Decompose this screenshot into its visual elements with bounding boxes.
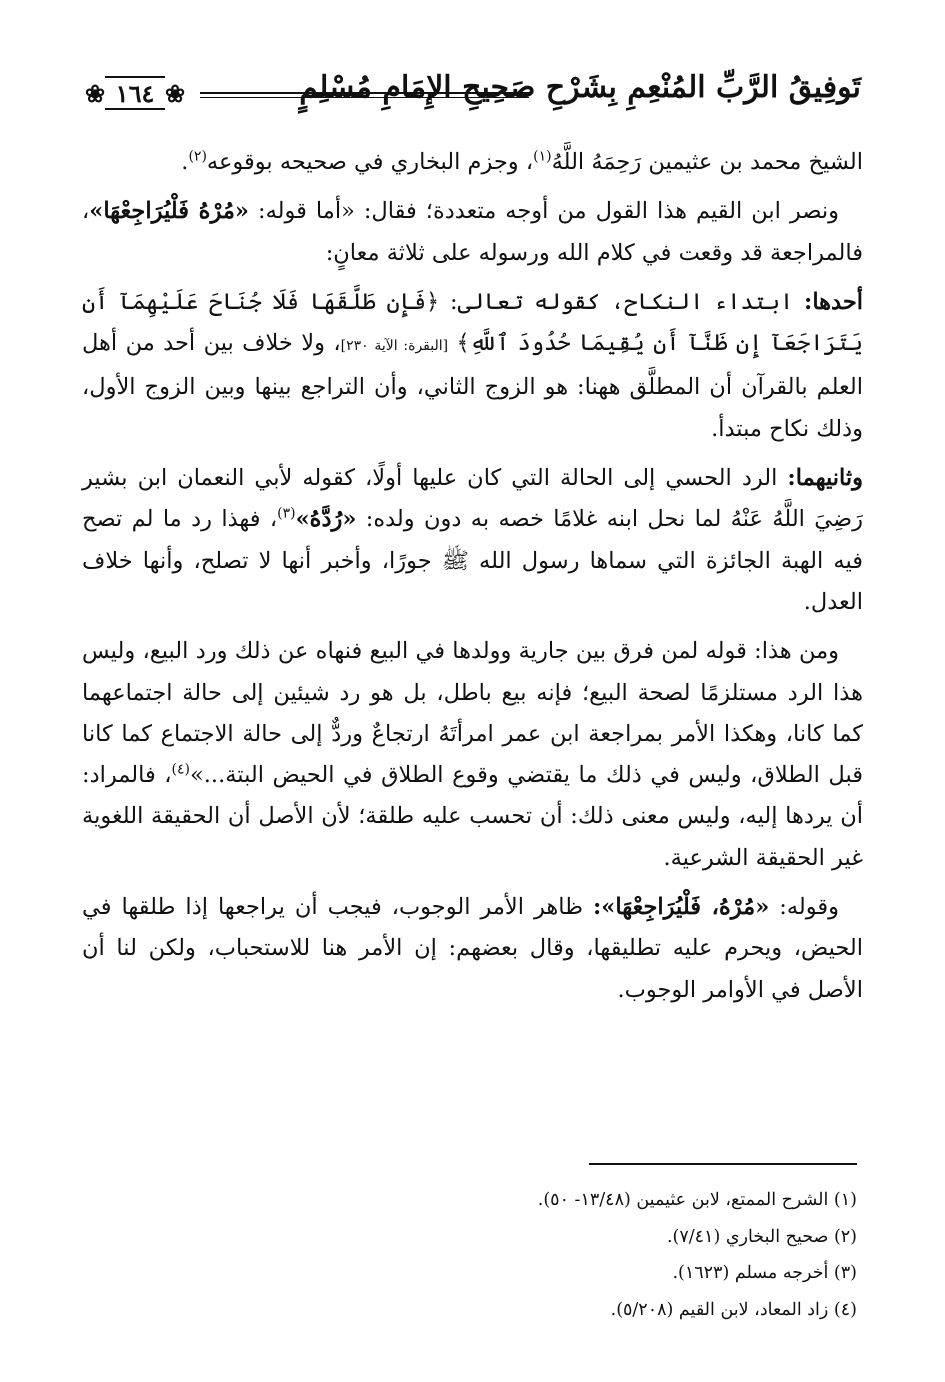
page-number-box [85,74,185,112]
page-number: ١٦٤ [115,78,155,108]
paragraph [82,631,863,879]
footnote-separator [589,1163,857,1165]
footnotes [257,1182,857,1328]
text-run: ، ولا خلاف بين أحد من أهل العلم بالقرآن أن المطلَّق ههنا: هو الزوج الثاني، وأن التراجع بينها وبين الزوج الأول، وذلك نكاح مبتدأ. [82,330,863,442]
text-run: الرد الحسي إلى الحالة التي كان عليها أولًا، كقوله لأبي النعمان ابن بشير رَضِيَ اللَّهُ عَنْهُ لما نحل ابنه غلامًا خصه به دون ولده: [82,465,863,533]
text-run: ، فهذا رد ما لم تصح فيه الهبة الجائزة التي سماها رسول الله ﷺ جورًا، وأخبر أنها لا تصلح، وأنها خلاف العدل. [82,506,863,615]
footnote-item: (٤) زاد المعاد، لابن القيم (٥/٢٠٨). [610,1299,857,1320]
bold-text: «مُرْهُ، فَلْيُرَاجِعْهَا»: [593,894,770,921]
bold-text: «مُرْهُ فَلْيُرَاجِعْهَا» [89,198,249,225]
paragraph [82,887,863,1011]
text-run: ظاهر الأمر الوجوب، فيجب أن يراجعها إذا طلقها في الحيض، ويحرم عليه تطليقها، وقال بعضهم: إن الأمر هنا للاستحباب، ولكن لنا أن الأصل في الأوامر الوجوب. [82,894,863,1003]
footnote-ref: (١) [533,148,552,165]
bold-text: «رُدَّهُ» [295,506,357,533]
paragraph [82,142,863,183]
footnote-ref: (٤) [171,761,191,778]
book-title: تَوفِيقُ الرَّبِّ المُنْعِمِ بِشَرْحِ صَحِيحِ الإِمَامِ مُسْلِمٍ [299,70,861,105]
footnote-item: (٣) أخرجه مسلم (١٦٢٣). [672,1263,857,1283]
running-header [85,66,861,126]
footnote-item: (٢) صحيح البخاري (٧/٤١). [666,1226,857,1247]
text-run: . [181,149,189,175]
paragraph [82,282,863,450]
ornament-icon: ❀ [164,78,186,108]
text-run: ، فالمراد: أن يردها إليه، وليس معنى ذلك: أن تحسب عليه طلقة؛ لأن الأصل أن الحقيقة اللغوية غير الحقيقة الشرعية. [82,762,863,871]
footnote-item: (١) الشرح الممتع، لابن عثيمين (١٣/٤٨- ٥٠). [537,1190,857,1210]
text-run: ، وجزم البخاري في صحيحه بوقوعه [206,149,534,175]
body-text [82,142,863,1019]
text-run: وقوله: [769,894,839,921]
bold-text: وثانيهما: [787,465,863,492]
footnote-ref: (٢) [188,148,207,165]
ornament-icon: ❀ [84,78,106,108]
paragraph [82,458,863,623]
footnote-ref: (٣) [277,505,296,522]
paragraph [82,191,863,274]
text-run: ابتداء النكاح، كقوله تعالى: ﴿فَإِن طَلَّقَهَا فَلَا جُنَاحَ عَلَيْهِمَآ أَن يَتَرَاجَعَآ إِن ظَنَّآ أَن يُقِيمَا حُدُودَ ٱللَّهِ﴾ [82,288,863,357]
text-run: الشيخ محمد بن عثيمين رَحِمَهُ اللَّهُ [551,149,863,175]
text-run: ، فالمراجعة قد وقعت في كلام الله ورسوله على ثلاثة معانٍ: [82,198,863,266]
header-rule [200,92,529,98]
text-run: ومن هذا: قوله لمن فرق بين جارية وولدها في البيع فنهاه عن ذلك ورد البيع، وليس هذا الرد مستلزمًا لصحة البيع؛ فإنه بيع باطل، بل هو رد شيئين إلى حالة اجتماعهما كما كانا، وهكذا الأمر بمراجعة ابن عمر امرأتَهُ ارتجاعٌ وردٌّ إلى حالة الاجتماع كما كانا قبل الطلاق، وليس في ذلك ما يقتضي وقوع الطلاق في الحيض البتة...» [82,638,863,789]
text-run: ونصر ابن القيم هذا القول من أوجه متعددة؛ فقال: «أما قوله: [249,198,839,225]
page-number-frame [105,76,165,110]
bold-text: أحدها: [804,288,864,315]
verse-reference: [البقرة: الآية ٢٣٠] [340,338,449,355]
